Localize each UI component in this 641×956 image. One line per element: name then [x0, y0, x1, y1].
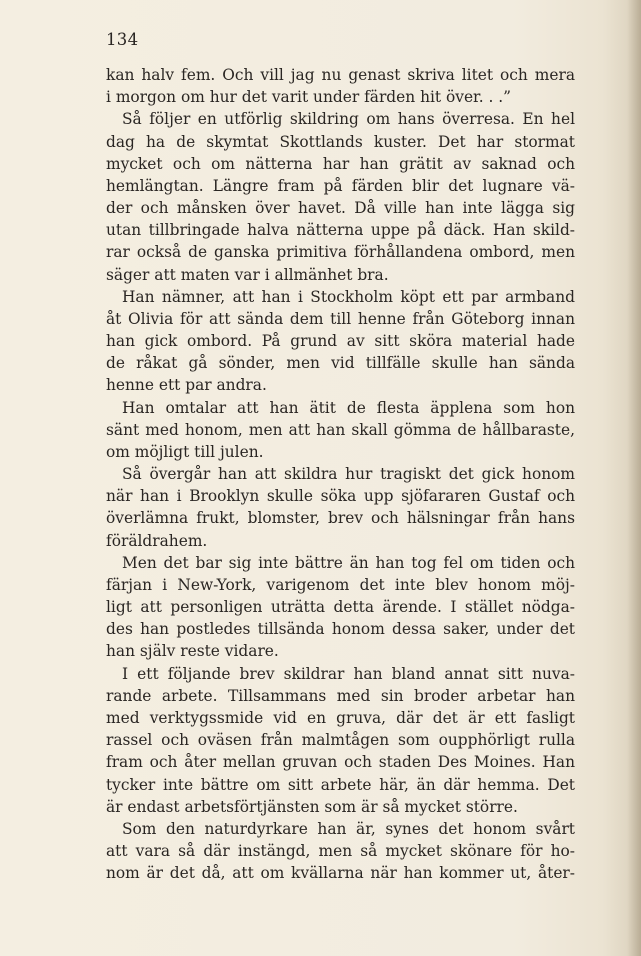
text-line: henne ett par andra. — [106, 376, 267, 395]
text-line: kan halv fem. Och vill jag nu genast skriva litet och mera — [106, 66, 575, 84]
text-line: de råkat gå sönder, men vid tillfälle skulle han sända — [106, 354, 575, 373]
text-line: Men det bar sig inte bättre än han tog fel om tiden och — [122, 553, 575, 572]
text-line: med verktygssmide vid en gruva, där det är ett fasligt — [106, 708, 575, 727]
text-line: om möjligt till julen. — [106, 442, 264, 461]
text-line: Han omtalar att han ätit de flesta äpplena som hon — [122, 398, 575, 417]
text-line: Så övergår han att skildra hur tragiskt det gick honom — [122, 465, 575, 484]
text-line: Som den naturdyrkare han är, synes det honom svårt — [122, 819, 575, 838]
text-line: sänt med honom, men att han skall gömma de hållbaraste, — [106, 420, 575, 439]
text-line: överlämna frukt, blomster, brev och hälsningar från hans — [106, 509, 575, 528]
text-line: dag ha de skymtat Skottlands kuster. Det har stormat — [106, 132, 575, 151]
text-line: Så följer en utförlig skildring om hans överresa. En hel — [122, 110, 575, 129]
body-text — [106, 64, 575, 884]
text-line: mycket och om nätterna har han grätit av saknad och — [106, 154, 575, 173]
text-line: rande arbete. Tillsammans med sin broder arbetar han — [106, 686, 575, 705]
page-number: 134 — [106, 30, 139, 49]
text-line: föräldrahem. — [106, 531, 208, 550]
text-line: han själv reste vidare. — [106, 642, 279, 661]
text-line: nom är det då, att om kvällarna när han kommer ut, åter- — [106, 864, 575, 883]
text-line: rassel och oväsen från malmtågen som oupphörligt rulla — [106, 731, 575, 750]
text-line: hemlängtan. Längre fram på färden blir det lugnare vä- — [106, 176, 575, 195]
text-line: han gick ombord. På grund av sitt sköra material hade — [106, 332, 575, 351]
text-line: der och månsken över havet. Då ville han inte lägga sig — [106, 199, 575, 218]
text-line: fram och åter mellan gruvan och staden Des Moines. Han — [106, 753, 575, 772]
text-line: att vara så där instängd, men så mycket skönare för ho- — [106, 842, 575, 861]
text-line: tycker inte bättre om sitt arbete här, än där hemma. Det — [106, 775, 575, 794]
text-line: des han postledes tillsända honom dessa saker, under det — [106, 620, 575, 639]
text-line: i morgon om hur det varit under färden hit över. . .” — [106, 88, 512, 107]
text-line: åt Olivia för att sända dem till henne från Göteborg innan — [106, 309, 575, 328]
page-edge-shadow — [627, 0, 641, 956]
text-line: färjan i New-York, varigenom det inte blev honom möj- — [106, 575, 575, 594]
text-line: är endast arbetsförtjänsten som är så mycket större. — [106, 797, 518, 816]
text-line: när han i Brooklyn skulle söka upp sjöfararen Gustaf och — [106, 487, 575, 506]
text-line: rar också de ganska primitiva förhållandena ombord, men — [106, 243, 575, 262]
text-line: I ett följande brev skildrar han bland annat sitt nuva- — [122, 664, 575, 683]
text-line: utan tillbringade halva nätterna uppe på däck. Han skild- — [106, 221, 575, 240]
text-line: säger att maten var i allmänhet bra. — [106, 265, 389, 284]
text-line: ligt att personligen uträtta detta ärende. I stället nödga- — [106, 598, 575, 617]
text-line: Han nämner, att han i Stockholm köpt ett par armband — [122, 287, 575, 306]
